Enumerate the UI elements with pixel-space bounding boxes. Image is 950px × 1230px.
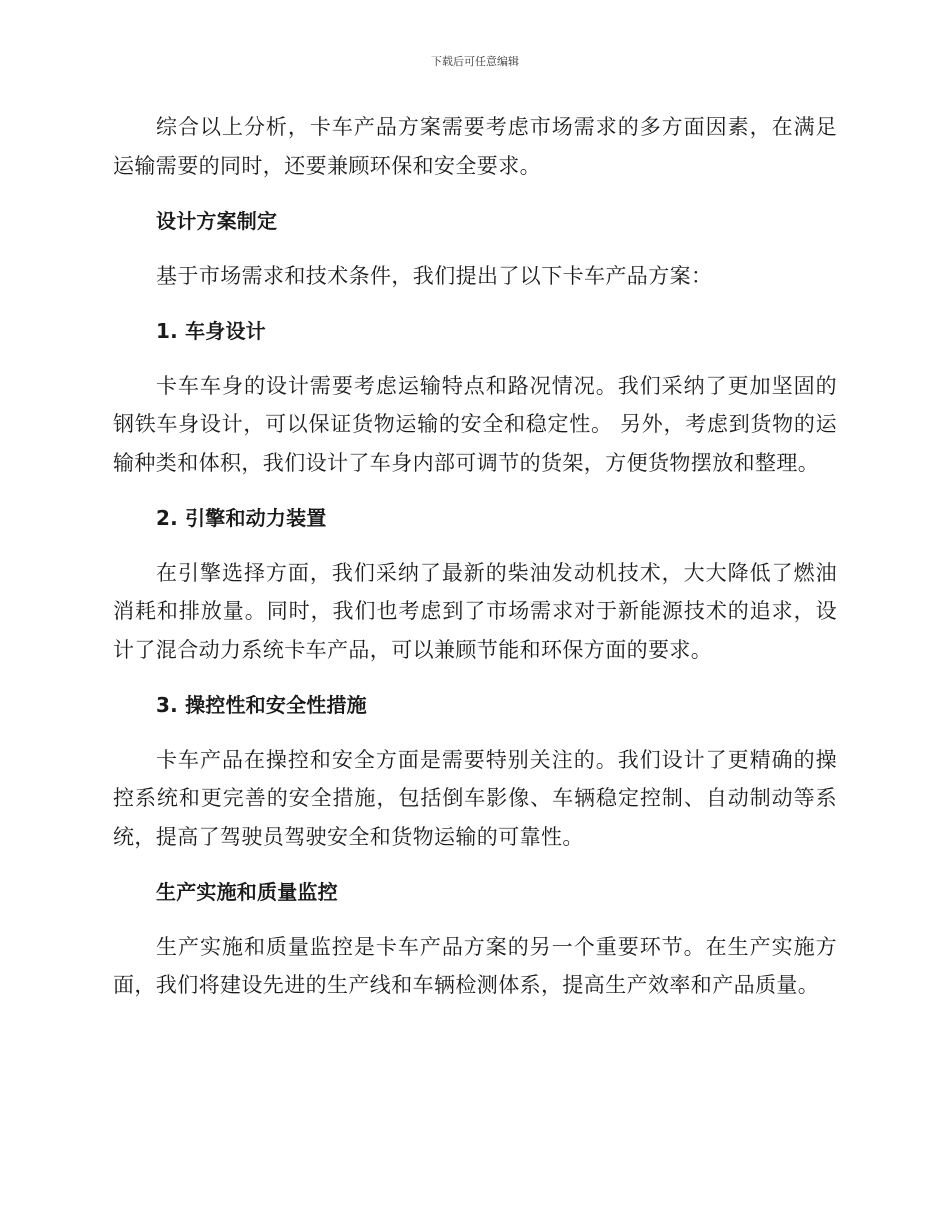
paragraph-engine-power: 在引擎选择方面，我们采纳了最新的柴油发动机技术，大大降低了燃油消耗和排放量。同时，我们也考虑到了市场需求对于新能源技术的追求，设计了混合动力系统卡车产品，可以兼顾节能和环保方面的要求。 <box>113 560 837 662</box>
paragraph-plan-intro: 基于市场需求和技术条件，我们提出了以下卡车产品方案： <box>156 263 713 288</box>
document-body <box>113 108 837 1005</box>
heading-production-quality: 生产实施和质量监控 <box>156 879 338 904</box>
paragraph-handling-safety: 卡车产品在操控和安全方面是需要特别关注的。我们设计了更精确的操控系统和更完善的安全措施，包括倒车影像、车辆稳定控制、自动制动等系统，提高了驾驶员驾驶安全和货物运输的可靠性。 <box>113 747 837 849</box>
heading-design-plan: 设计方案制定 <box>156 208 278 233</box>
heading-body-design: 1. 车身设计 <box>156 318 266 343</box>
paragraph-summary: 综合以上分析，卡车产品方案需要考虑市场需求的多方面因素，在满足运输需要的同时，还要兼顾环保和安全要求。 <box>113 115 837 178</box>
heading-handling-safety: 3. 操控性和安全性措施 <box>156 692 367 717</box>
paragraph-body-design: 卡车车身的设计需要考虑运输特点和路况情况。我们采纳了更加坚固的钢铁车身设计，可以保证货物运输的安全和稳定性。 另外，考虑到货物的运输种类和体积，我们设计了车身内部可调节的货架，方便货物摆放和整理。 <box>113 373 837 475</box>
paragraph-production-quality: 生产实施和质量监控是卡车产品方案的另一个重要环节。在生产实施方面，我们将建设先进的生产线和车辆检测体系，提高生产效率和产品质量。 <box>113 934 837 997</box>
heading-engine-power: 2. 引擎和动力装置 <box>156 505 327 530</box>
page-header: 下载后可任意编辑 <box>431 55 519 68</box>
